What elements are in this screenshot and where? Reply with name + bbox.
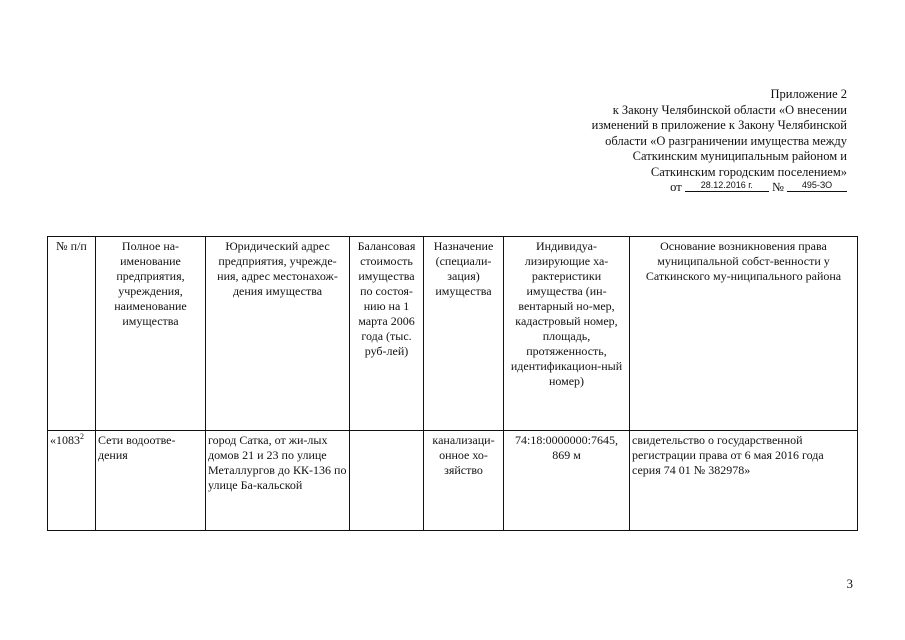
- appendix-line-2: изменений в приложение к Закону Челябинской: [591, 118, 847, 132]
- row-number-footnote: 2: [80, 432, 84, 441]
- appendix-header: [517, 87, 847, 196]
- number-value: 495-ЗО: [787, 180, 847, 192]
- header-characteristics: Индивидуа-лизирующие ха-рактеристики имущества (ин-вентарный но-мер, кадастровый номер, площадь, протяженность, идентификацион-ный номер): [504, 237, 630, 431]
- cell-number: [48, 431, 96, 531]
- appendix-date-line: [517, 180, 847, 196]
- row-number: «1083: [50, 433, 80, 447]
- table-header-row: [48, 237, 858, 431]
- cell-address: город Сатка, от жи-лых домов 21 и 23 по улице Металлургов до КК-136 по улице Ба-кальской: [206, 431, 350, 531]
- cell-balance: [350, 431, 424, 531]
- page-number: 3: [846, 576, 853, 591]
- header-address: Юридический адрес предприятия, учрежде-ния, адрес местонахож-дения имущества: [206, 237, 350, 431]
- header-purpose: Назначение (специали-зация) имущества: [424, 237, 504, 431]
- appendix-line-3: области «О разграничении имущества между: [605, 133, 847, 148]
- table-row: [48, 431, 858, 531]
- header-number: № п/п: [48, 237, 96, 431]
- number-prefix: №: [771, 180, 784, 194]
- cell-purpose: канализаци-онное хо-зяйство: [424, 431, 504, 531]
- appendix-title: Приложение 2: [770, 87, 847, 101]
- date-value: 28.12.2016 г.: [685, 180, 769, 192]
- cell-characteristics: 74:18:0000000:7645, 869 м: [504, 431, 630, 531]
- cell-name: Сети водоотве-дения: [96, 431, 206, 531]
- header-basis: Основание возникновения права муниципальной собст-венности у Саткинского му-ниципального района: [630, 237, 858, 431]
- date-prefix: от: [670, 180, 682, 194]
- appendix-line-1: к Закону Челябинской области «О внесении: [612, 102, 847, 117]
- header-name: Полное на-именование предприятия, учреждения, наименование имущества: [96, 237, 206, 431]
- cell-basis: свидетельство о государственной регистрации права от 6 мая 2016 года серия 74 01 № 382978»: [630, 431, 858, 531]
- appendix-line-4: Саткинским муниципальным районом и: [632, 149, 847, 163]
- property-table: [47, 236, 858, 531]
- header-balance: Балансовая стоимость имущества по состоя-нию на 1 марта 2006 года (тыс. руб-лей): [350, 237, 424, 431]
- appendix-line-5: Саткинским городским поселением»: [650, 164, 847, 179]
